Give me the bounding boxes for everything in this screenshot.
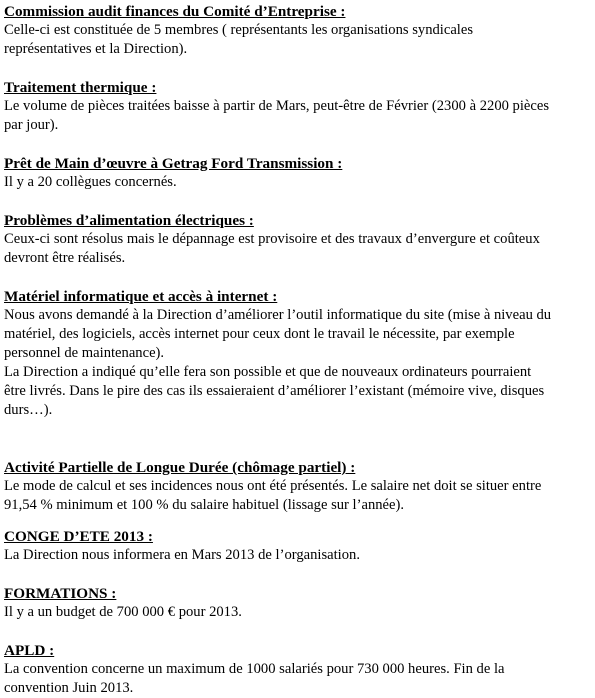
section-paragraph: Nous avons demandé à la Direction d’améliorer l’outil informatique du site (mise à niveau du matériel, des logiciels, accès internet pour ceux dont le travail le nécessite, par exemple personnel de maintenance). (4, 307, 552, 361)
section-paragraph: Celle-ci est constituée de 5 membres ( représentants les organisations syndicales représentatives et la Direction). (4, 22, 474, 57)
section-heading: Problèmes d’alimentation électriques : (4, 212, 254, 229)
section-heading: Traitement thermique : (4, 79, 157, 96)
section-pret-main-oeuvre (4, 154, 592, 192)
section-activite-partielle (4, 458, 592, 515)
section-heading: Commission audit finances du Comité d’Entreprise : (4, 3, 346, 20)
section-paragraph: Le volume de pièces traitées baisse à partir de Mars, peut-être de Février (2300 à 2200 pièces par jour). (4, 98, 550, 133)
section-formations (4, 584, 592, 622)
section-paragraph: Ceux-ci sont résolus mais le dépannage est provisoire et des travaux d’envergure et coûteux devront être réalisés. (4, 231, 540, 266)
section-apld (4, 641, 592, 698)
document-body (4, 2, 592, 698)
section-paragraph: Il y a un budget de 700 000 € pour 2013. (4, 604, 242, 620)
section-heading: Prêt de Main d’œuvre à Getrag Ford Transmission : (4, 155, 343, 172)
section-alimentation-electrique (4, 211, 592, 268)
section-paragraph: Le mode de calcul et ses incidences nous ont été présentés. Le salaire net doit se situer entre 91,54 % minimum et 100 % du salaire habituel (lissage sur l’année). (4, 478, 542, 513)
section-commission-audit (4, 2, 592, 59)
section-heading: CONGE D’ETE 2013 : (4, 528, 153, 545)
section-heading: APLD : (4, 642, 55, 659)
section-paragraph: La Direction nous informera en Mars 2013 de l’organisation. (4, 547, 360, 563)
section-paragraph: Il y a 20 collègues concernés. (4, 174, 177, 190)
section-paragraph: La convention concerne un maximum de 1000 salariés pour 730 000 heures. Fin de la convention Juin 2013. (4, 661, 505, 696)
section-traitement-thermique (4, 78, 592, 135)
section-heading: FORMATIONS : (4, 585, 117, 602)
section-conge-ete (4, 527, 592, 565)
section-heading: Matériel informatique et accès à internet : (4, 288, 278, 305)
section-paragraph: La Direction a indiqué qu’elle fera son possible et que de nouveaux ordinateurs pourraient être livrés. Dans le pire des cas ils essaieraient d’améliorer l’existant (mémoire vive, disques durs…). (4, 364, 545, 418)
section-materiel-informatique (4, 287, 592, 420)
section-heading: Activité Partielle de Longue Durée (chômage partiel) : (4, 459, 356, 476)
